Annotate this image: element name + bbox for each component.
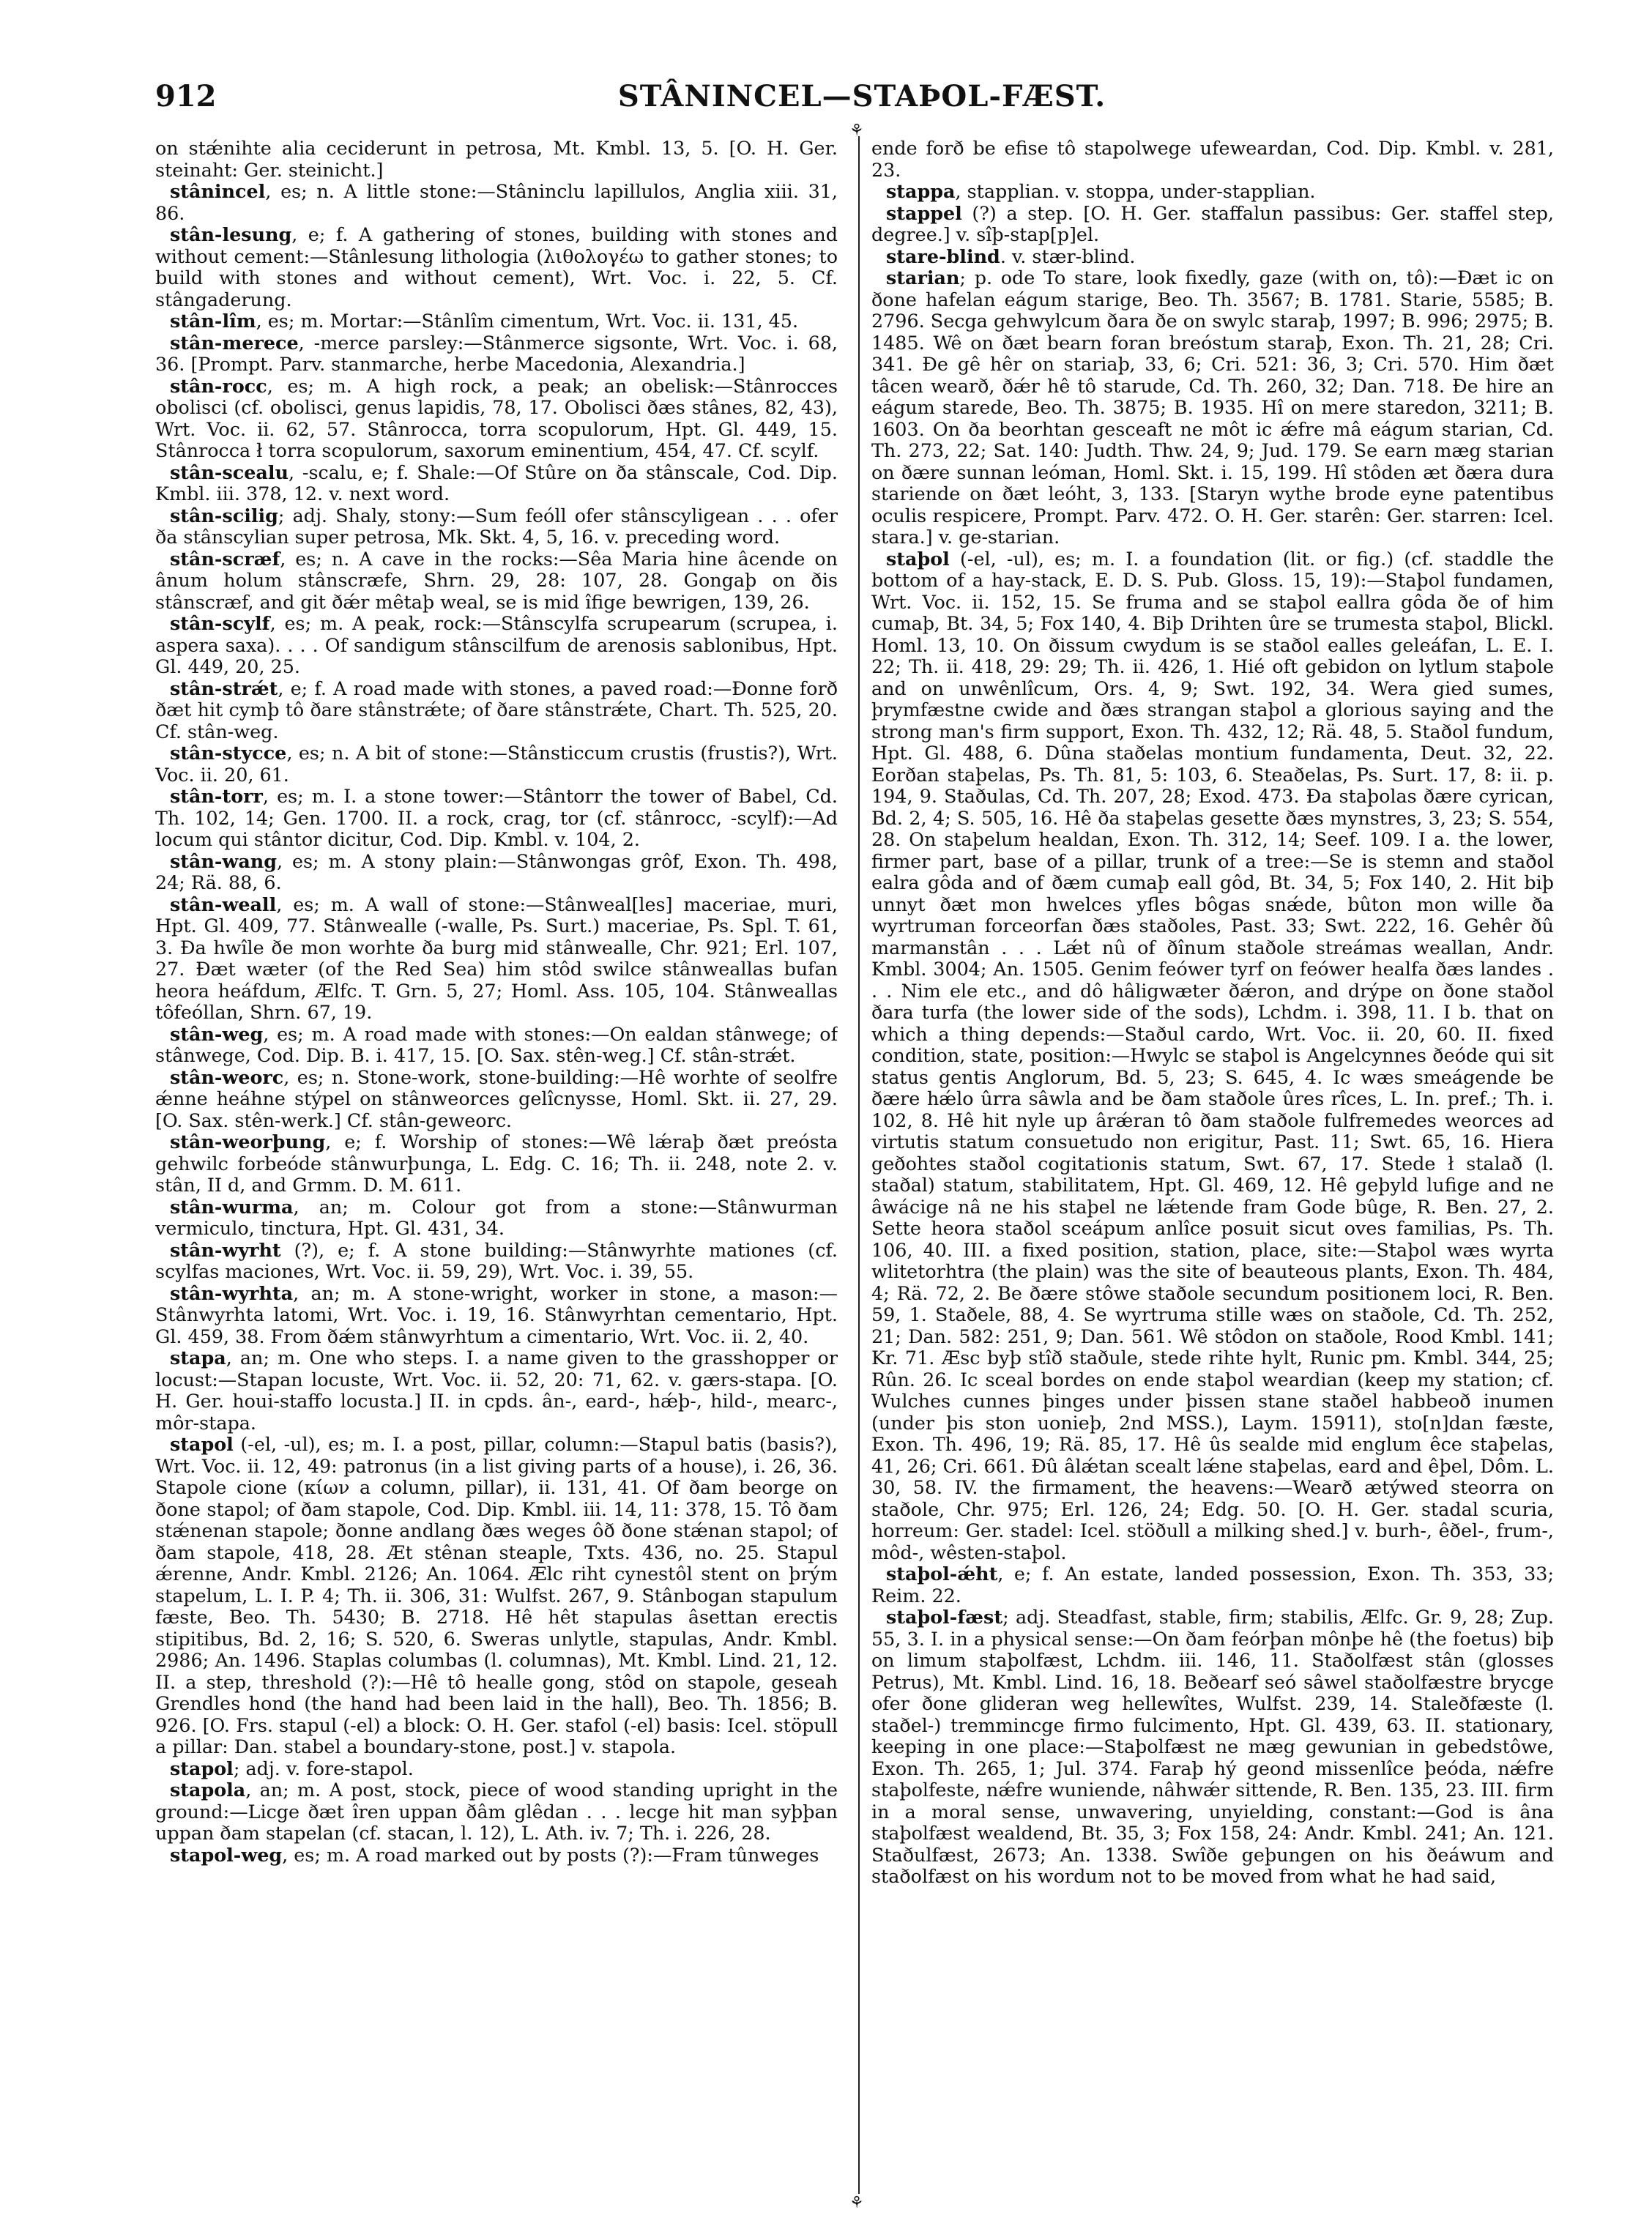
dictionary-entry [871,203,1554,246]
entry-text: (-el, -ul), es; m. I. a post, pillar, column:—Stapul batis (basis?), Wrt. Voc. ii. 12, 49: patronus (in a list giving parts of a house), i. 26, 36. Stapole cione (κίων a column, pillar), ii. 131, 41. Of ðam beorge on ðone stapol; of ðam stapole, Cod. Dip. Kmbl. iii. 14, 11: 378, 15. Tô ðam stǽnenan stapole; ðonne andlang ðæs weges ôð ðone stǽnan stapol; of ðam stapole, 418, 28. Æt stênan steaple, Txts. 436, no. 25. Stapul ǽrenne, Andr. Kmbl. 2126; An. 1064. Ælc riht cynestôl stent on þrým stapelum, L. I. P. 4; Th. ii. 306, 31: Wulfst. 267, 9. Stânbogan stapulum fæste, Beo. Th. 5430; B. 2718. Hê hêt stapulas âsettan erectis stipitibus, Bd. 2, 16; S. 520, 6. Sweras unlytle, stapulas, Andr. Kmbl. 2986; An. 1496. Staplas columbas (l. columnas), Mt. Kmbl. Lind. 21, 12. II. a step, threshold (?):—Hê tô healle gong, stôd on stapole, geseah Grendles hond (the hand had been laid in the hall), Beo. Th. 1856; B. 926. [O. Frs. stapul (-el) a block: O. H. Ger. stafol (-el) basis: Icel. stöpull a pillar: Dan. stabel a boundary-stone, post.] v. stapola. [155,1433,838,1757]
entry-text: , an; m. One who steps. I. a name given to the grasshopper or locust:—Stapan locuste, Wrt. Voc. ii. 52, 20: 71, 62. v. gærs-stapa. [O. H. Ger. houi-staffo locusta.] II. in cpds. ân-, eard-, hǽþ-, hild-, mearc-, môr-stapa. [155,1347,838,1434]
headword: stappa [886,180,956,202]
headword: stân-stycce [170,742,287,764]
entry-text: , -merce parsley:—Stânmerce sigsonte, Wrt. Voc. i. 68, 36. [Prompt. Parv. stanmarche, herbe Macedonia, Alexandria.] [155,331,838,375]
left-column [155,138,838,2195]
headword: stânincel [170,180,266,202]
entry-text: , an; m. Colour got from a stone:—Stânwurman vermiculo, tinctura, Hpt. Gl. 431, 34. [155,1195,838,1239]
headword: stapol [170,1433,234,1455]
dictionary-entry [871,1563,1554,1607]
headword: stân-weall [170,893,277,915]
dictionary-entry [155,786,838,851]
headword: stapol [170,1757,234,1779]
headword: stân-scealu [170,461,289,483]
right-column [871,138,1554,2195]
entry-text: (?) a step. [O. H. Ger. staffalun passibus: Ger. staffel step, degree.] v. sîþ-stap[p]el. [871,201,1554,245]
entry-text: , es; m. Mortar:—Stânlîm cimentum, Wrt. Voc. ii. 131, 45. [256,310,799,332]
entry-text: , es; m. I. a stone tower:—Stântorr the tower of Babel, Cd. Th. 102, 14; Gen. 1700. II. a rock, crag, tor (cf. stânrocc, -scylf):—Ad locum qui stântor dicitur, Cod. Dip. Kmbl. v. 104, 2. [155,785,838,850]
entry-text: , es; m. A road marked out by posts (?):—Fram tûnweges [282,1843,819,1866]
dictionary-entry [871,138,1554,181]
cross-mark-icon: ⚘ [849,2194,864,2212]
headword: starian [886,267,960,289]
dictionary-entry [155,332,838,376]
headword: stân-wyrhta [170,1281,294,1304]
headword: stân-strǽt [170,677,278,699]
headword: stapol-weg [170,1843,283,1866]
dictionary-entry [155,1347,838,1434]
headword: staþol-ǽht [886,1563,998,1585]
headword: stân-wang [170,849,277,872]
entry-text: , stapplian. v. stoppa, under-stapplian. [955,180,1316,202]
headword: stân-weorc [170,1065,284,1088]
entry-text: , es; m. A road made with stones:—On ealdan stânwege; of stânwege, Cod. Dip. B. i. 417, 15. [O. Sax. stên-weg.] Cf. stân-strǽt. [155,1022,838,1066]
dictionary-entry [155,1067,838,1132]
dictionary-entry [155,505,838,548]
headword: stân-torr [170,785,263,807]
entry-text: ; p. ode To stare, look fixedly, gaze (with on, tô):—Ðæt ic on ðone hafelan eágum starige, Beo. Th. 3567; B. 1781. Starie, 5585; B. 2796. Secga gehwylcum ðara ðe on swylc staraþ, 1997; B. 996; 2975; B. 1485. Wê on ðæt bearn foran breóstum staraþ, Exon. Th. 21, 28; Cri. 341. Ðe gê hêr on stariaþ, 33, 6; Cri. 521: 36, 3; Cri. 570. Him ðæt tâcen wearð, ðǽr hê tô starude, Cd. Th. 260, 32; Dan. 718. Ðe hire an eágum starede, Beo. Th. 3875; B. 1935. Hî on mere staredon, 3211; B. 1603. On ða beorhtan gesceaft ne môt ic ǽfre mâ eágum starian, Cd. Th. 273, 22; Sat. 140: Judth. Thw. 24, 9; Jud. 179. Se earn mæg starian on ðære sunnan leóman, Homl. Skt. i. 15, 199. Hî stôden æt ðæra dura stariende on ðæt leóht, 3, 133. [Staryn wythe brode eyne patentibus oculis respicere, Prompt. Parv. 472. O. H. Ger. starên: Ger. starren: Icel. stara.] v. ge-starian. [871,267,1554,548]
dictionary-entry [155,224,838,310]
dictionary-entry [155,1240,838,1283]
headword: stân-scylf [170,612,270,634]
dictionary-entry [871,246,1554,268]
dictionary-entry [155,1779,838,1845]
dictionary-entry [871,181,1554,203]
entry-text: . v. stær-blind. [1000,245,1136,267]
dictionary-entry [155,1197,838,1240]
headword: staþol [886,547,950,570]
entry-text: , an; m. A post, stock, piece of wood standing upright in the ground:—Licge ðæt îren uppan ðâm glêdan . . . lecge hit man syþþan uppan ðam stapelan (cf. stacan, l. 12), L. Ath. iv. 7; Th. i. 226, 28. [155,1779,838,1844]
entry-text: ; adj. v. fore-stapol. [233,1757,414,1779]
entry-text: (-el, -ul), es; m. I. a foundation (lit. or fig.) (cf. staddle the bottom of a hay-stack, E. D. S. Pub. Gloss. 15, 19):—Staþol fundamen, Wrt. Voc. ii. 152, 15. Se fruma and se staþol eallra gôda ðe of him cumaþ, Bt. 34, 5; Fox 140, 4. Biþ Drihten ûre se trumesta staþol, Blickl. Homl. 13, 10. On ðissum cwydum is se staðol ealles geleáfan, L. E. I. 22; Th. ii. 418, 29: 29; Th. ii. 426, 1. Hié oft gebidon on lytlum staþole and on unwênlîcum, Ors. 4, 9; Swt. 192, 34. Wera gied sumes, þrymfæstne cwide and ðæs strangan staþol a glorious saying and the strong man's firm support, Exon. Th. 432, 12; Rä. 48, 5. Staðol fundum, Hpt. Gl. 488, 6. Dûna staðelas montium fundamenta, Deut. 32, 22. Eorðan staþelas, Ps. Th. 81, 5: 103, 6. Steaðelas, Ps. Surt. 17, 8: ii. p. 194, 9. Staðulas, Cd. Th. 207, 28; Exod. 473. Ða staþolas ðære cyrican, Bd. 2, 4; S. 505, 16. Hê ða staþelas gesette ðæs mynstres, 3, 23; S. 554, 28. On staþelum healdan, Exon. Th. 312, 14; Seef. 109. I a. the lower, firmer part, base of a pillar, trunk of a tree:—Se is stemn and staðol ealra gôda and of ðæm cumaþ eall gôd, Bt. 34, 5; Fox 140, 2. Hit biþ unnyt ðæt mon hwelces yfles bôgas snǽde, bûton mon wille ða wyrtruman forceorfan ðæs staðoles, Past. 33; Swt. 222, 16. Gehêr ðû marmanstân . . . Lǽt nû of ðînum staðole streámas weallan, Andr. Kmbl. 3004; An. 1505. Genim feówer tyrf on feówer healfa ðæs landes . . . Nim ele etc., and dô hâligwæter ðǽron, and drýpe on ðone staðol ðara turfa (the lower side of the sods), Lchdm. i. 398, 11. I b. that on which a thing depends:—Staðul cardo, Wrt. Voc. ii. 20, 60. II. fixed condition, state, position:—Hwylc se staþol is Angelcynnes ðeóde qui sit status gentis Anglorum, Bd. 5, 23; S. 645, 4. Ic wæs smeágende be ðære hǽlo ûrra sâwla and be ðam staðole ûres rîces, L. In. pref.; Th. i. 102, 8. Hê hit nyle up ârǽran tô ðam staðole fulfremedes weorces ad virtutis statum consuetudo non erigitur, Past. 11; Swt. 65, 16. Hiera geðohtes staðol cogitationis statum, Swt. 67, 17. Stede ł stalað (l. staðal) statum, stabilitatem, Hpt. Gl. 469, 12. Hê geþyld lufige and ne âwácige nâ ne his staþel ne lǽtende fram Gode bûge, R. Ben. 27, 2. Sette heora staðol sceápum anlîce posuit sicut oves familias, Ps. Th. 106, 40. III. a fixed position, station, place, site:—Staþol wæs wyrta wlitetorhtra (the plain) was the site of beauteous plants, Exon. Th. 484, 4; Rä. 72, 2. Be ðære stôwe staðole secundum positionem loci, R. Ben. 59, 1. Staðele, 88, 4. Se wyrtruma stille wæs on staðole, Cd. Th. 252, 21; Dan. 582: 251, 9; Dan. 561. Wê stôdon on staðole, Rood Kmbl. 141; Kr. 71. Æsc byþ stîð staðule, stede rihte hylt, Runic pm. Kmbl. 344, 25; Rûn. 26. Ic sceal bordes on ende staþol weardian (keep my station; cf. Wulches cunnes þinges under þissen stane staðel habbeoð inumen (under þis ston uonieþ, 2nd MSS.), Laym. 15911), sto[n]dan fæste, Exon. Th. 496, 19; Rä. 85, 17. Hê ûs sealde mid englum êce staþelas, 41, 26; Cri. 661. Ðû âlǽtan scealt lǽne staþelas, eard and êþel, Dôm. L. 30, 58. IV. the firmament, the heavens:—Wearð ætýwed steorra on staðole, Chr. 975; Erl. 126, 24; Edg. 50. [O. H. Ger. stadal scuria, horreum: Ger. stadel: Icel. stöðull a milking shed.] v. burh-, êðel-, frum-, môd-, wêsten-staþol. [871,547,1554,1563]
entry-text: , es; n. A little stone:—Stâninclu lapillulos, Anglia xiii. 31, 86. [155,180,838,224]
headword: stapola [170,1779,246,1801]
headword: staþol-fæst [886,1606,1003,1628]
entry-text: on stǽnihte alia ceciderunt in petrosa, Mt. Kmbl. 13, 5. [O. H. Ger. steinaht: Ger. steinicht.] [155,138,838,181]
entry-text: , es; m. A wall of stone:—Stânweal[les] maceriae, muri, Hpt. Gl. 409, 77. Stânwealle (-walle, Ps. Surt.) maceriae, Ps. Spl. T. 61, 3. Ða hwîle ðe mon worhte ða burg mid stânwealle, Chr. 921; Erl. 107, 27. Ðæt wæter (of the Red Sea) him stôd swilce stânweallas bufan heora heáfdum, Ælfc. T. Grn. 5, 27; Homl. Ass. 105, 104. Stânweallas tôfeóllan, Shrn. 67, 19. [155,893,838,1023]
headword: stân-merece [170,331,299,354]
entry-text: , es; n. Stone-work, stone-building:—Hê worhte of seolfre ǽnne heáhne stýpel on stânweorces gelîcnysse, Homl. Skt. ii. 27, 29. [O. Sax. stên-werk.] Cf. stân-geweorc. [155,1065,838,1131]
headword: stân-lîm [170,310,256,332]
dictionary-entry [155,851,838,894]
entry-text: , es; n. A cave in the rocks:—Sêa Maria hine âcende on ânum holum stânscræfe, Shrn. 29, 28: 107, 28. Gongaþ on ðis stânscræf, and git ðǽr mêtaþ weal, se is mid îfige bewrigen, 139, 26. [155,547,838,613]
dictionary-entry [155,310,838,332]
cross-mark-icon: ⚘ [849,122,864,140]
headword: stân-weg [170,1022,264,1045]
entry-text: , es; m. A high rock, a peak; an obelisk:—Stânrocces obolisci (cf. obolisci, genus lapidis, 78, 17. Obolisci ðæs stânes, 82, 43), Wrt. Voc. ii. 62, 57. Stânrocca, torra scopulorum, Hpt. Gl. 449, 15. Stânrocca ł torra scopulorum, saxorum eminentium, 454, 47. Cf. scylf. [155,374,838,461]
entry-text: , e; f. A gathering of stones, building with stones and without cement:—Stânlesung lithologia (λιθολογέω to gather stones; to build with stones and without cement), Wrt. Voc. i. 22, 5. Cf. stângaderung. [155,223,838,310]
entry-text: , es; m. A peak, rock:—Stânscylfa scrupearum (scrupea, i. aspera saxa). . . . Of sandigum stânscilfum de arenosis sablonibus, Hpt. Gl. 449, 20, 25. [155,612,838,677]
dictionary-entry [155,1131,838,1197]
headword: stapa [170,1347,226,1369]
headword: stân-rocc [170,374,267,397]
entry-text: , e; f. An estate, landed possession, Exon. Th. 353, 33; Reim. 22. [871,1563,1554,1607]
entry-text: ; adj. Steadfast, stable, firm; stabilis, Ælfc. Gr. 9, 28; Zup. 55, 3. I. in a physical sense:—On ðam feórþan mônþe hê (the foetus) biþ on limum staþolfæst, Lchdm. iii. 146, 11. Staðolfæst stân (glosses Petrus), Mt. Kmbl. Lind. 16, 18. Beðearf seó sâwel staðolfæstre brycge ofer ðone glideran weg hellewîtes, Wulfst. 239, 14. Staleðfæste (l. staðel-) tremmincge firmo fulcimento, Hpt. Gl. 439, 63. II. stationary, keeping in one place:—Staþolfæst ne mæg gewunian in gebedstôwe, Exon. Th. 265, 1; Jul. 374. Faraþ hý geond missenlîce þeóda, nǽfre staþolfeste, nǽfre wuniende, nâhwǽr sittende, R. Ben. 135, 23. III. firm in a moral sense, unwavering, unyielding, constant:—God is âna staþolfæst wealdend, Bt. 35, 3; Fox 158, 24: Andr. Kmbl. 241; An. 121. Staðulfæst, 2673; An. 1338. Swîðe geþungen on his ðeáwum and staðolfæst on his wordum not to be moved from what he had said, [871,1606,1554,1887]
dictionary-entry [155,1758,838,1780]
entry-text: (?), e; f. A stone building:—Stânwyrhte mationes (cf. scylfas maciones, Wrt. Voc. ii. 59, 29), Wrt. Voc. i. 39, 55. [155,1238,838,1282]
headword: stân-wyrht [170,1238,281,1261]
dictionary-entry [155,894,838,1024]
dictionary-entry [155,1024,838,1067]
headword: stân-wurma [170,1195,294,1218]
dictionary-entry [155,1434,838,1758]
headword: stappel [886,201,962,224]
entry-text: , -scalu, e; f. Shale:—Of Stûre on ða stânscale, Cod. Dip. Kmbl. iii. 378, 12. v. next word. [155,461,838,505]
entry-text: , an; m. A stone-wright, worker in stone, a mason:—Stânwyrhta latomi, Wrt. Voc. i. 19, 16. Stânwyrhtan cementario, Hpt. Gl. 459, 38. From ðǽm stânwyrhtum a cimentario, Wrt. Voc. ii. 2, 40. [155,1281,838,1347]
dictionary-entry [871,267,1554,548]
dictionary-entry [155,376,838,462]
entry-text: ; adj. Shaly, stony:—Sum feóll ofer stânscyligean . . . ofer ða stânscylian super petrosa, Mk. Skt. 4, 5, 16. v. preceding word. [155,504,838,548]
dictionary-entry [155,1283,838,1348]
headword: stân-scræf [170,547,280,570]
dictionary-entry [155,1845,838,1867]
dictionary-entry [155,181,838,224]
headword: stân-lesung [170,223,292,245]
headword: stare-blind [886,245,1000,267]
headword: stân-scilig [170,504,278,526]
headword: stân-weorþung [170,1131,326,1153]
entry-text: , es; n. A bit of stone:—Stânsticcum crustis (frustis?), Wrt. Voc. ii. 20, 61. [155,742,838,786]
entry-text: ende forð be efise tô stapolwege ufeweardan, Cod. Dip. Kmbl. v. 281, 23. [871,138,1554,181]
dictionary-entry [155,678,838,743]
entry-text: , e; f. Worship of stones:—Wê lǽraþ ðæt preósta gehwilc forbeóde stânwurþunga, L. Edg. C. 16; Th. ii. 248, note 2. v. stân, II d, and Grmm. D. M. 611. [155,1131,838,1196]
page-number: 912 [155,79,217,114]
dictionary-entry [871,548,1554,1564]
dictionary-entry [871,1607,1554,1888]
entry-text: , es; m. A stony plain:—Stânwongas grôf, Exon. Th. 498, 24; Rä. 88, 6. [155,849,838,893]
column-divider [858,136,860,2194]
page-header [155,79,1569,123]
entry-text: , e; f. A road made with stones, a paved road:—Ðonne forð ðæt hit cymþ tô ðare stânstrǽte; of ðare stânstrǽte, Chart. Th. 525, 20. Cf. stân-weg. [155,677,838,743]
dictionary-entry [155,548,838,614]
dictionary-entry [155,462,838,505]
dictionary-entry [155,138,838,181]
running-head: STÂNINCEL—STAÞOL-FÆST. [617,79,1106,114]
dictionary-entry [155,613,838,678]
dictionary-entry [155,743,838,786]
